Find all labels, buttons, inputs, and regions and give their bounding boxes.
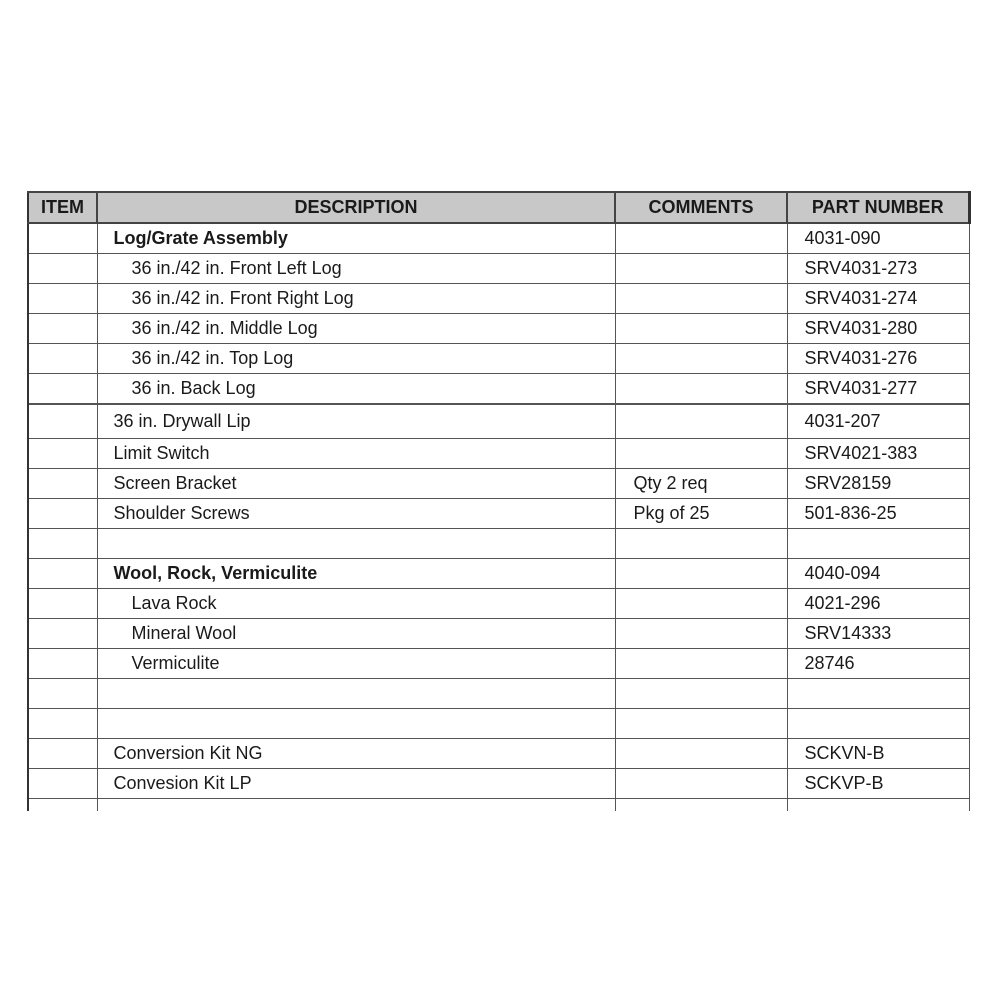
cell-item bbox=[28, 344, 97, 374]
header-part-number: PART NUMBER bbox=[787, 192, 969, 223]
table-row bbox=[28, 769, 969, 799]
cell-item bbox=[28, 709, 97, 739]
cell-part-number: 28746 bbox=[787, 649, 969, 679]
cell-comment bbox=[615, 254, 787, 284]
cell-description bbox=[97, 709, 615, 739]
cell-part-number: 501-836-25 bbox=[787, 499, 969, 529]
cell-part-number: SRV4031-273 bbox=[787, 254, 969, 284]
cell-item bbox=[28, 739, 97, 769]
cell-comment bbox=[615, 374, 787, 405]
cell-part-number: SRV14333 bbox=[787, 619, 969, 649]
cell-part-number: SRV4031-276 bbox=[787, 344, 969, 374]
table-row bbox=[28, 679, 969, 709]
cell-comment bbox=[615, 679, 787, 709]
cell-description: Wool, Rock, Vermiculite bbox=[97, 559, 615, 589]
cell-description: Screen Bracket bbox=[97, 469, 615, 499]
table-row bbox=[28, 374, 969, 405]
cell-comment bbox=[615, 739, 787, 769]
cell-comment bbox=[615, 769, 787, 799]
cell-part-number bbox=[787, 529, 969, 559]
table-row bbox=[28, 799, 969, 812]
table-row bbox=[28, 709, 969, 739]
cell-item bbox=[28, 769, 97, 799]
cell-part-number: 4031-090 bbox=[787, 223, 969, 254]
table-row bbox=[28, 284, 969, 314]
cell-description: 36 in. Drywall Lip bbox=[97, 404, 615, 439]
cell-description: Conversion Kit NG bbox=[97, 739, 615, 769]
table-body bbox=[28, 223, 969, 811]
table-row bbox=[28, 404, 969, 439]
cell-description: Vermiculite bbox=[97, 649, 615, 679]
table-row bbox=[28, 649, 969, 679]
cell-description: Limit Switch bbox=[97, 439, 615, 469]
cell-description bbox=[97, 529, 615, 559]
cell-description: Mineral Wool bbox=[97, 619, 615, 649]
cell-comment bbox=[615, 649, 787, 679]
cell-item bbox=[28, 254, 97, 284]
cell-description: 36 in./42 in. Front Right Log bbox=[97, 284, 615, 314]
cell-item bbox=[28, 559, 97, 589]
cell-part-number: 4031-207 bbox=[787, 404, 969, 439]
cell-part-number: SRV4031-274 bbox=[787, 284, 969, 314]
cell-item bbox=[28, 799, 97, 812]
table-row bbox=[28, 619, 969, 649]
table-row bbox=[28, 254, 969, 284]
cell-comment bbox=[615, 344, 787, 374]
cell-comment bbox=[615, 589, 787, 619]
cell-description: 36 in./42 in. Front Left Log bbox=[97, 254, 615, 284]
cell-item bbox=[28, 469, 97, 499]
cell-part-number: 4021-296 bbox=[787, 589, 969, 619]
table-header bbox=[28, 192, 969, 223]
cell-item bbox=[28, 439, 97, 469]
cell-comment bbox=[615, 619, 787, 649]
cell-description: Lava Rock bbox=[97, 589, 615, 619]
table-row bbox=[28, 529, 969, 559]
cell-description: 36 in./42 in. Middle Log bbox=[97, 314, 615, 344]
cell-item bbox=[28, 404, 97, 439]
header-row bbox=[28, 192, 969, 223]
cell-description bbox=[97, 679, 615, 709]
header-comments: COMMENTS bbox=[615, 192, 787, 223]
table-row bbox=[28, 344, 969, 374]
cell-part-number: SRV28159 bbox=[787, 469, 969, 499]
cell-item bbox=[28, 223, 97, 254]
cell-part-number bbox=[787, 709, 969, 739]
cell-description: Shoulder Screws bbox=[97, 499, 615, 529]
cell-part-number: 4040-094 bbox=[787, 559, 969, 589]
cell-description: 36 in./42 in. Top Log bbox=[97, 344, 615, 374]
cell-item bbox=[28, 679, 97, 709]
cell-description bbox=[97, 799, 615, 812]
cell-comment bbox=[615, 799, 787, 812]
table-row bbox=[28, 559, 969, 589]
parts-table bbox=[27, 191, 971, 811]
cell-part-number: SRV4031-280 bbox=[787, 314, 969, 344]
table-row bbox=[28, 469, 969, 499]
header-item: ITEM bbox=[28, 192, 97, 223]
table-row bbox=[28, 223, 969, 254]
cell-comment bbox=[615, 223, 787, 254]
cell-item bbox=[28, 529, 97, 559]
cell-comment: Qty 2 req bbox=[615, 469, 787, 499]
cell-description: Convesion Kit LP bbox=[97, 769, 615, 799]
cell-comment bbox=[615, 439, 787, 469]
cell-comment bbox=[615, 404, 787, 439]
cell-comment bbox=[615, 284, 787, 314]
table-row bbox=[28, 589, 969, 619]
table-row bbox=[28, 739, 969, 769]
cell-item bbox=[28, 314, 97, 344]
cell-part-number bbox=[787, 679, 969, 709]
cell-comment bbox=[615, 559, 787, 589]
cell-item bbox=[28, 499, 97, 529]
cell-comment: Pkg of 25 bbox=[615, 499, 787, 529]
cell-item bbox=[28, 649, 97, 679]
cell-part-number bbox=[787, 799, 969, 812]
cell-item bbox=[28, 619, 97, 649]
table-row bbox=[28, 439, 969, 469]
cell-description: Log/Grate Assembly bbox=[97, 223, 615, 254]
table-row bbox=[28, 314, 969, 344]
header-description: DESCRIPTION bbox=[97, 192, 615, 223]
cell-part-number: SRV4021-383 bbox=[787, 439, 969, 469]
cell-item bbox=[28, 374, 97, 405]
table-row bbox=[28, 499, 969, 529]
cell-comment bbox=[615, 709, 787, 739]
cell-description: 36 in. Back Log bbox=[97, 374, 615, 405]
cell-item bbox=[28, 284, 97, 314]
cell-comment bbox=[615, 529, 787, 559]
cell-item bbox=[28, 589, 97, 619]
cell-part-number: SCKVP-B bbox=[787, 769, 969, 799]
cell-part-number: SCKVN-B bbox=[787, 739, 969, 769]
cell-part-number: SRV4031-277 bbox=[787, 374, 969, 405]
cell-comment bbox=[615, 314, 787, 344]
